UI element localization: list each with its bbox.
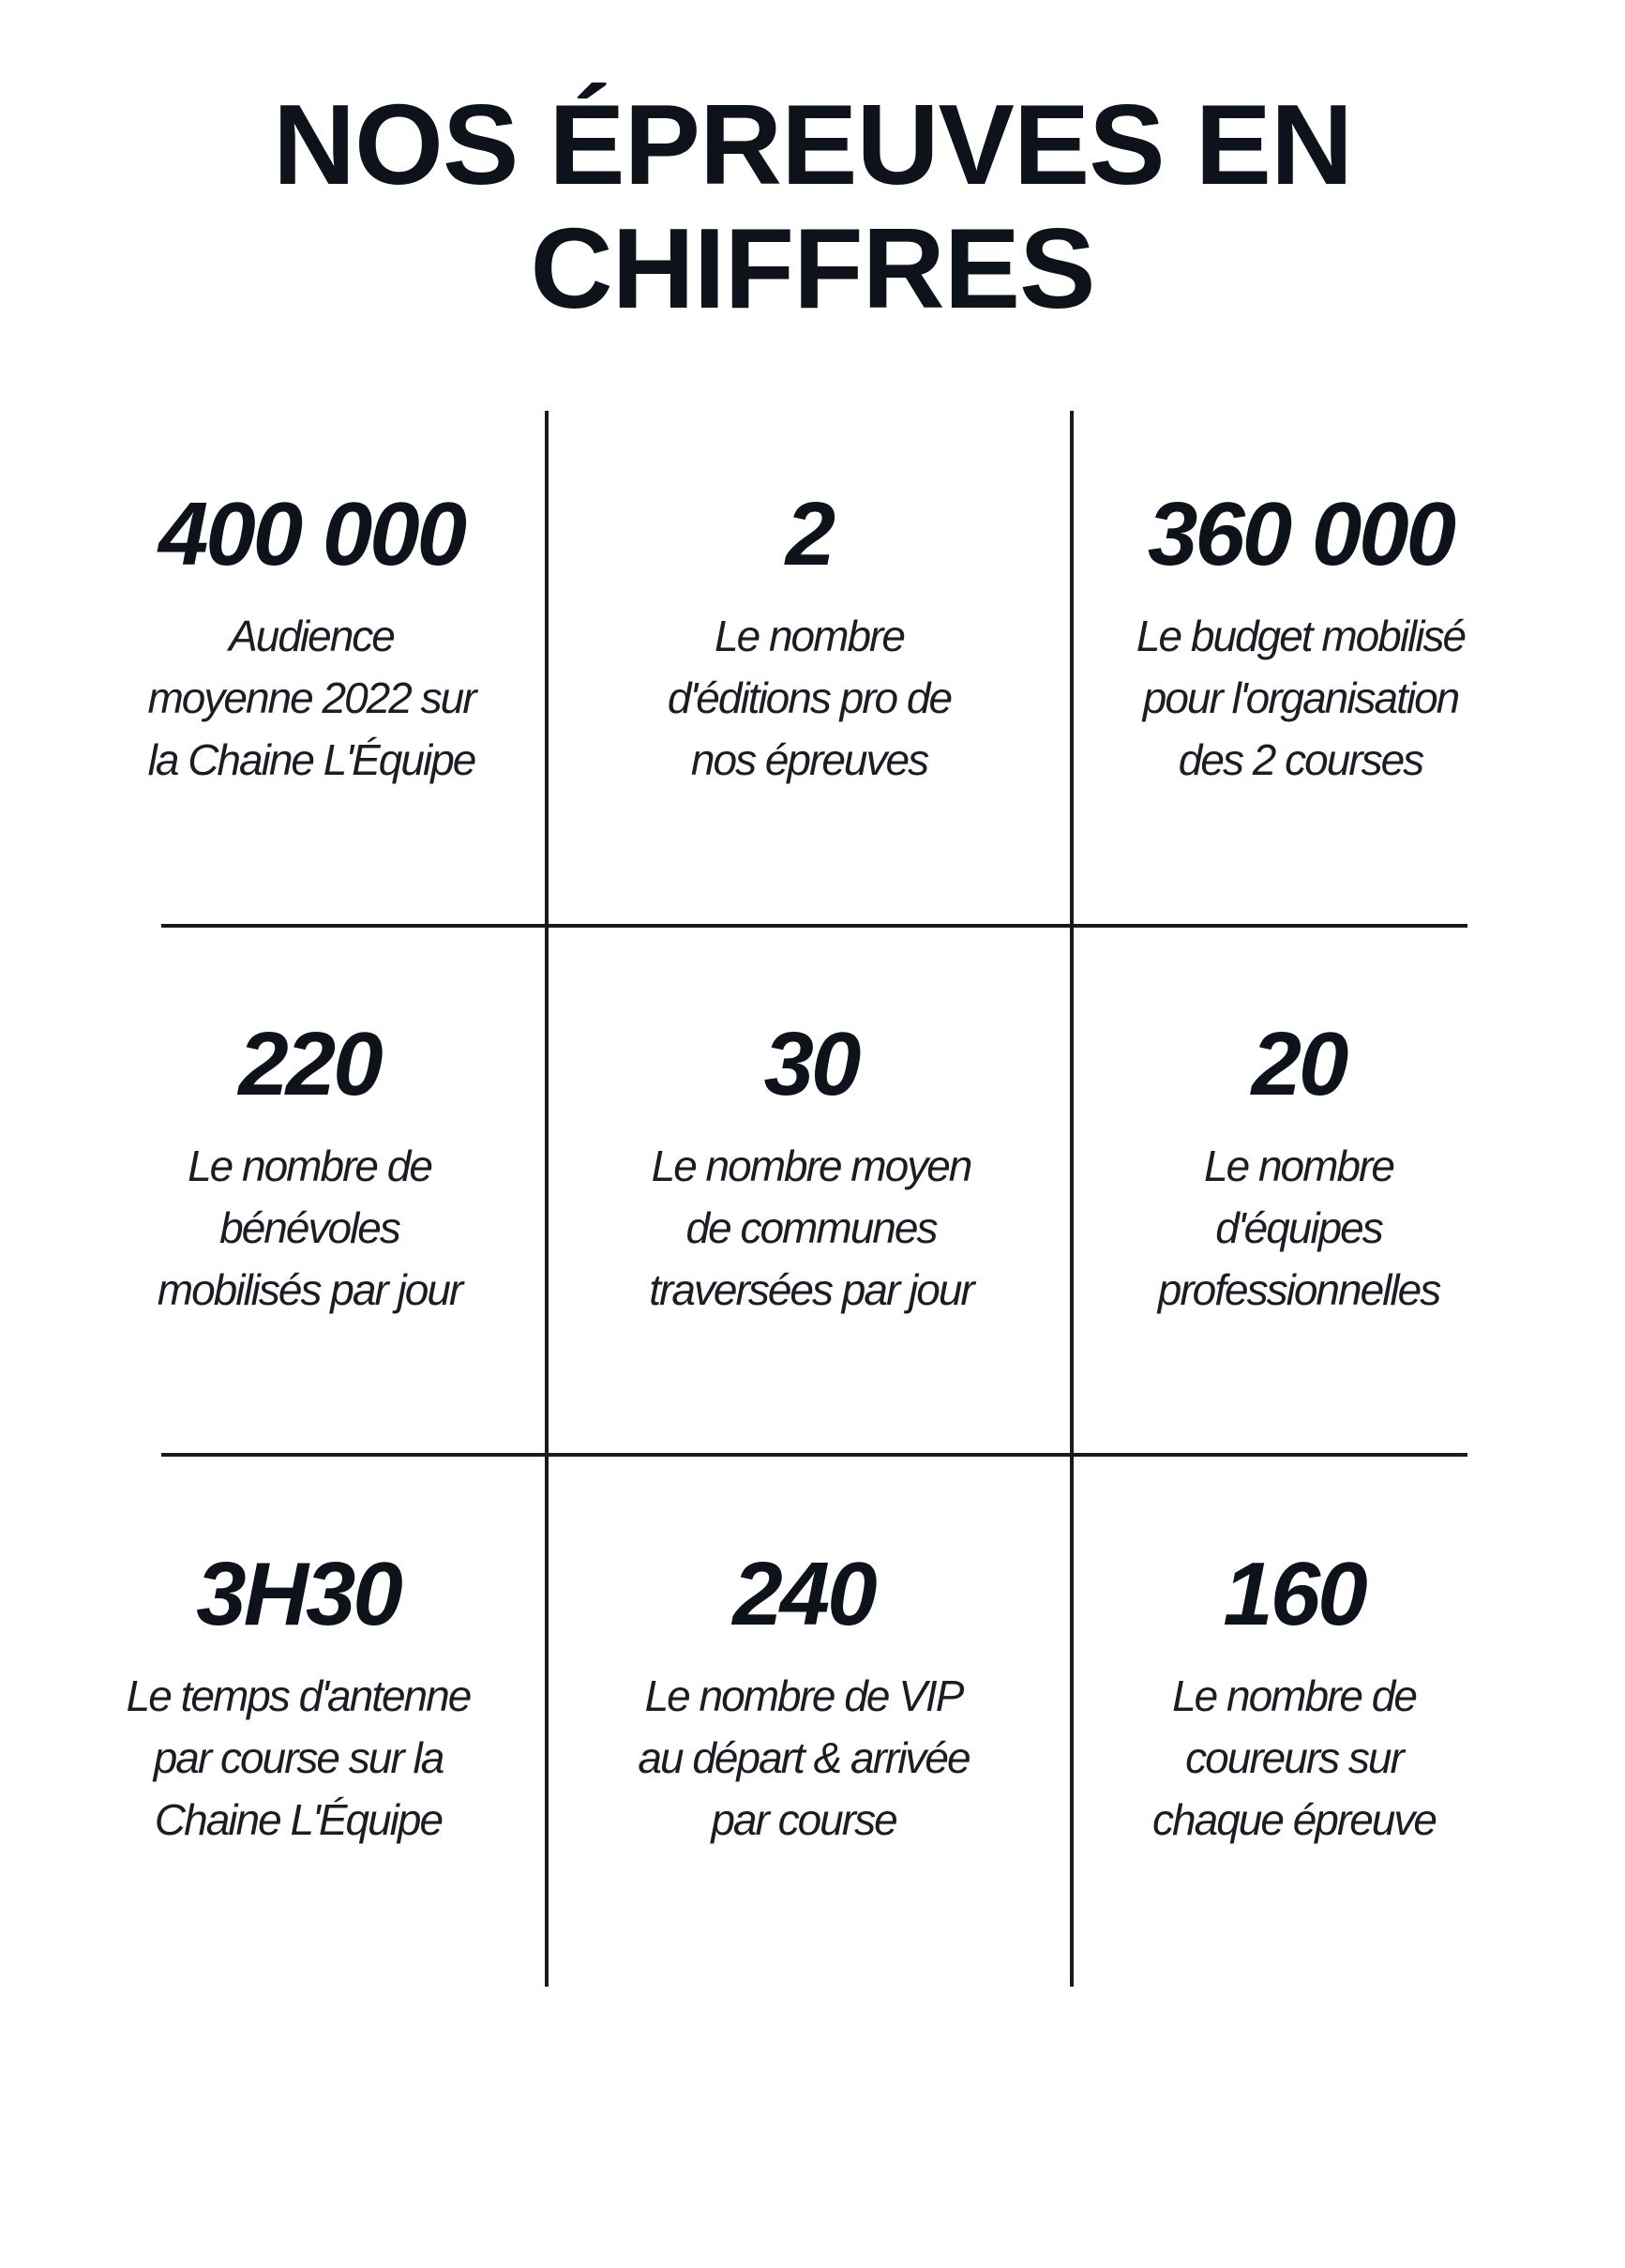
stat-label-line: d'éditions pro de	[667, 673, 952, 722]
stat-label-line: pour l'organisation	[1142, 673, 1459, 722]
stat-label-line: mobilisés par jour	[157, 1265, 462, 1314]
stat-label-line: traversées par jour	[649, 1265, 973, 1314]
stat-label-line: nos épreuves	[690, 735, 928, 784]
stat-label-line: Le nombre	[715, 612, 904, 660]
stat-label-line: Le nombre moyen	[651, 1142, 971, 1190]
stat-label-line: par course sur la	[153, 1733, 444, 1782]
stat-label	[54, 1665, 542, 1851]
stat-label-line: Le nombre de VIP	[644, 1671, 963, 1720]
stat-label-line: coureurs sur	[1185, 1733, 1403, 1782]
stat-label-line: moyenne 2022 sur	[147, 673, 475, 722]
stat-label-line: par course	[711, 1795, 896, 1844]
page-title-line-2: CHIFFRES	[530, 204, 1095, 332]
stat-label	[567, 1135, 1055, 1321]
stat-label-line: Le budget mobilisé	[1136, 612, 1466, 660]
page-title	[0, 83, 1625, 330]
stat-cell-audience	[68, 483, 555, 791]
stat-value: 160	[1223, 1544, 1365, 1644]
stat-cell-teams	[1055, 1013, 1542, 1321]
stat-label	[1057, 605, 1544, 791]
stat-label-line: au départ & arrivée	[638, 1733, 970, 1782]
stat-label-line: d'équipes	[1215, 1203, 1382, 1252]
stat-value: 360 000	[1147, 484, 1453, 584]
stat-value: 240	[732, 1544, 875, 1644]
stat-label-line: de communes	[685, 1203, 937, 1252]
stat-label-line: Le nombre de	[1172, 1671, 1416, 1720]
stat-label-line: chaque épreuve	[1152, 1795, 1436, 1844]
stat-value: 400 000	[158, 484, 464, 584]
stat-label-line: bénévoles	[219, 1203, 399, 1252]
stat-label	[1050, 1665, 1538, 1851]
stat-cell-editions	[565, 483, 1053, 791]
grid-divider-horizontal-bottom	[161, 1453, 1467, 1457]
stat-cell-riders	[1050, 1543, 1538, 1851]
stat-cell-budget	[1057, 483, 1544, 791]
stat-value: 2	[785, 484, 834, 584]
stat-cell-volunteers	[66, 1013, 553, 1321]
stat-label-line: des 2 courses	[1178, 735, 1423, 784]
stat-value: 20	[1251, 1014, 1347, 1114]
stat-value: 30	[763, 1014, 859, 1114]
stat-label-line: Le nombre	[1204, 1142, 1393, 1190]
stat-cell-vip	[560, 1543, 1047, 1851]
stat-label-line: Audience	[229, 612, 394, 660]
stat-label	[66, 1135, 553, 1321]
stat-label-line: Chaine L'Équipe	[154, 1795, 443, 1844]
stat-label	[1055, 1135, 1542, 1321]
stat-label-line: la Chaine L'Équipe	[147, 735, 475, 784]
page-title-line-1: NOS ÉPREUVES EN	[272, 81, 1353, 208]
grid-divider-horizontal-top	[161, 924, 1467, 928]
stat-value: 220	[238, 1014, 381, 1114]
stat-label-line: professionnelles	[1157, 1265, 1440, 1314]
stat-label-line: Le nombre de	[188, 1142, 431, 1190]
stat-value: 3H30	[196, 1544, 400, 1644]
stat-label	[560, 1665, 1047, 1851]
stat-cell-communes	[567, 1013, 1055, 1321]
stat-cell-airtime	[54, 1543, 542, 1851]
stat-label	[565, 605, 1053, 791]
stat-label	[68, 605, 555, 791]
stat-label-line: Le temps d'antenne	[126, 1671, 471, 1720]
